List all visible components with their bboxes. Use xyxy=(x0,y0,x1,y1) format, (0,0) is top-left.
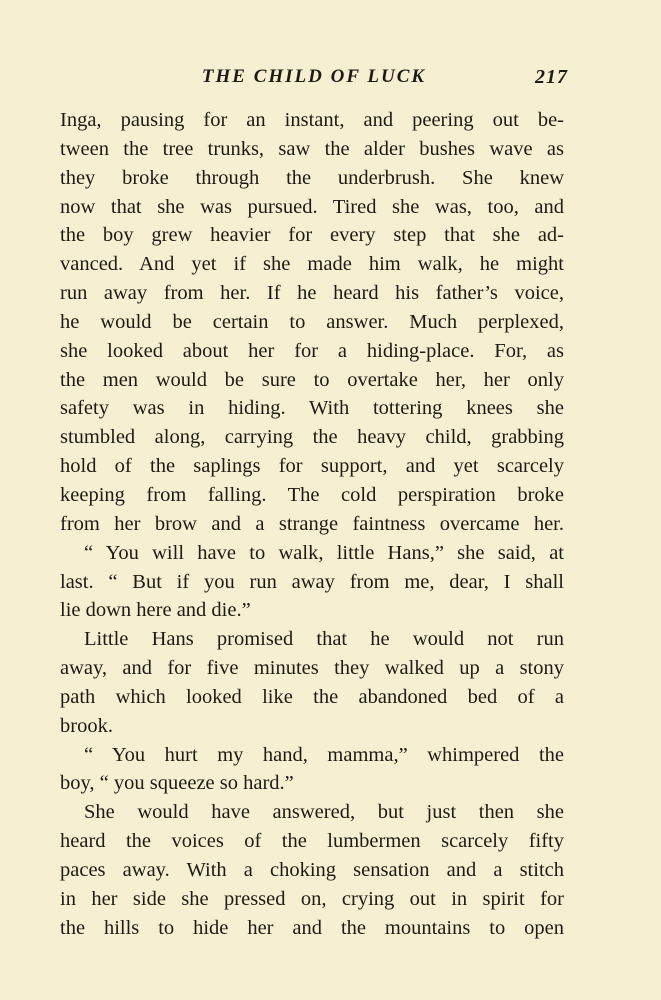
text-line: keeping from falling. The cold perspiration broke xyxy=(60,483,564,506)
text-line: the boy grew heavier for every step that she ad- xyxy=(60,224,564,247)
text-line: vanced. And yet if she made him walk, he might xyxy=(60,253,564,276)
text-line: safety was in hiding. With tottering knees she xyxy=(60,397,564,420)
text-line: “ You hurt my hand, mamma,” whimpered the xyxy=(84,743,564,766)
text-line: last. “ But if you run away from me, dear, I shall xyxy=(60,570,564,593)
text-line: now that she was pursued. Tired she was, too, and xyxy=(60,195,564,218)
text-line: in her side she pressed on, crying out in spirit for xyxy=(60,887,564,910)
running-head xyxy=(60,66,568,92)
text-line: She would have answered, but just then she xyxy=(84,801,564,824)
page-number: 217 xyxy=(535,66,568,88)
body-text xyxy=(60,106,564,942)
text-line: he would be certain to answer. Much perplexed, xyxy=(60,310,564,333)
text-line: run away from her. If he heard his father’s voice, xyxy=(60,282,564,305)
text-line: tween the tree trunks, saw the alder bushes wave as xyxy=(60,137,564,160)
text-line: paces away. With a choking sensation and a stitch xyxy=(60,858,564,881)
text-line: stumbled along, carrying the heavy child, grabbing xyxy=(60,426,564,449)
text-line: from her brow and a strange faintness overcame her. xyxy=(60,512,564,535)
text-line: the hills to hide her and the mountains to open xyxy=(60,916,564,939)
text-line: the men would be sure to overtake her, her only xyxy=(60,368,564,391)
text-line: hold of the saplings for support, and yet scarcely xyxy=(60,455,564,478)
text-line: “ You will have to walk, little Hans,” she said, at xyxy=(84,541,564,564)
running-title: THE CHILD OF LUCK xyxy=(201,66,427,87)
text-line: she looked about her for a hiding-place. For, as xyxy=(60,339,564,362)
text-line: lie down here and die.” xyxy=(60,599,251,622)
text-line: they broke through the underbrush. She knew xyxy=(60,166,564,189)
text-line: brook. xyxy=(60,714,113,737)
text-line: Little Hans promised that he would not run xyxy=(84,628,564,651)
text-line: away, and for five minutes they walked up a stony xyxy=(60,657,564,680)
text-line: Inga, pausing for an instant, and peering out be- xyxy=(60,109,564,131)
text-line: heard the voices of the lumbermen scarcely fifty xyxy=(60,830,564,853)
text-line: boy, “ you squeeze so hard.” xyxy=(60,772,294,795)
text-line: path which looked like the abandoned bed of a xyxy=(60,685,564,708)
